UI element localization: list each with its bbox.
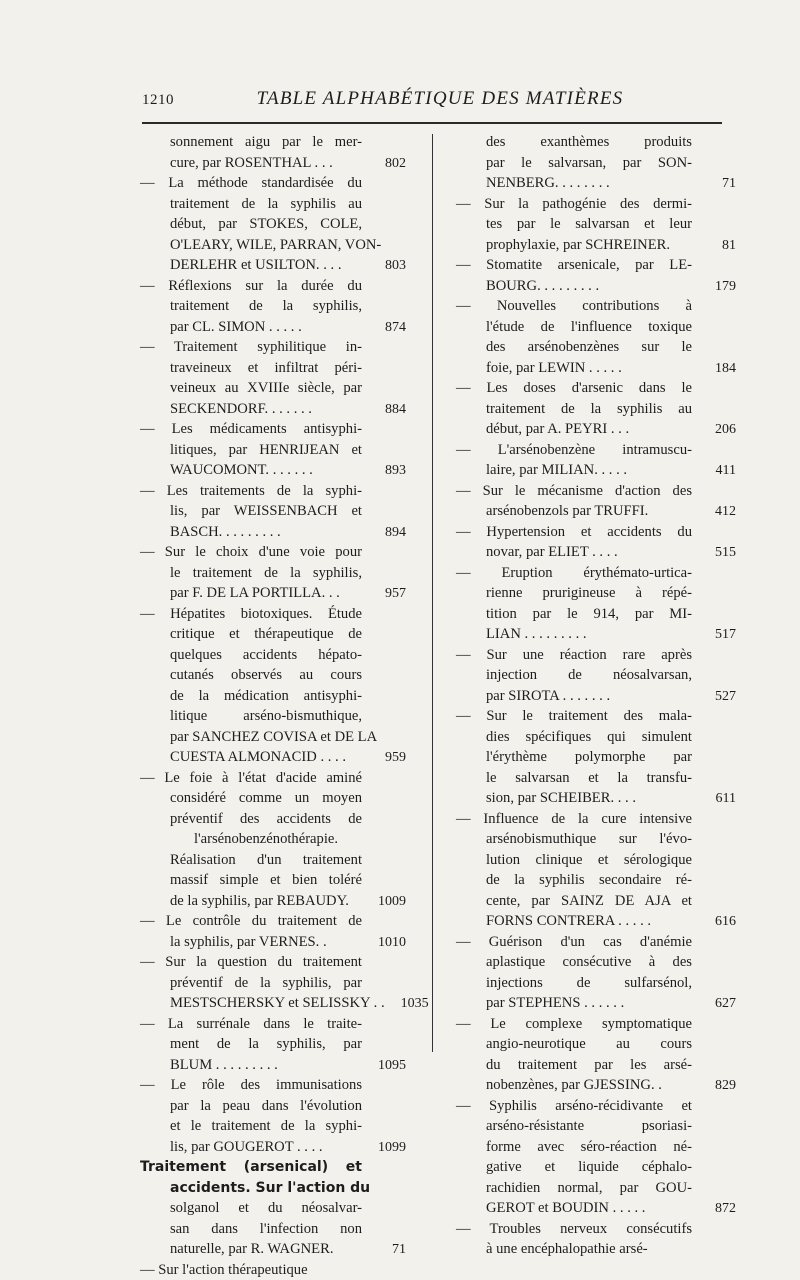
header-rule (142, 122, 722, 124)
page-reference: 1010 (362, 933, 406, 954)
index-entry-line (140, 522, 406, 543)
entry-text: — Guérison d'un cas d'anémie (456, 932, 692, 953)
entry-text: rienne prurigineuse à répé- (486, 583, 692, 604)
entry-text: injections de sulfarsénol, (486, 973, 692, 994)
index-entry-line (140, 440, 406, 461)
entry-text: ment de la syphilis, par (170, 1034, 362, 1055)
index-entry-line (456, 419, 736, 440)
index-entry-line (140, 624, 406, 645)
index-entry-line (140, 645, 406, 666)
entry-text: par CL. SIMON . . . . . (170, 317, 362, 338)
index-entry-line (140, 378, 406, 399)
page-reference: 611 (692, 789, 736, 810)
index-entry-line (140, 255, 406, 276)
page-reference: 527 (692, 687, 736, 708)
entry-text: — Les doses d'arsenic dans le (456, 378, 692, 399)
entry-text: cutanés observés au cours (170, 665, 362, 686)
page-reference: 412 (692, 502, 736, 523)
index-entry-line (456, 378, 736, 399)
index-entry-line (140, 1260, 406, 1280)
entry-text: lis, par WEISSENBACH et (170, 501, 362, 522)
entry-text: — L'arsénobenzène intramuscu- (456, 440, 692, 461)
entry-text: naturelle, par R. WAGNER. (170, 1239, 362, 1260)
entry-text: — Syphilis arséno-récidivante et (456, 1096, 692, 1117)
entry-text: — La méthode standardisée du (140, 173, 362, 194)
page-reference: 71 (362, 1240, 406, 1261)
page-reference: 515 (692, 543, 736, 564)
index-entry-line (456, 296, 736, 317)
index-entry-line (456, 809, 736, 830)
entry-text: — Le foie à l'état d'acide aminé (140, 768, 362, 789)
index-entry-line (456, 747, 736, 768)
index-entry-line (140, 706, 406, 727)
entry-text: — Sur le mécanisme d'action des (456, 481, 692, 502)
page-reference: 957 (362, 584, 406, 605)
entry-text: litique arséno-bismuthique, (170, 706, 362, 727)
entry-text: WAUCOMONT. . . . . . . (170, 460, 362, 481)
entry-text: dies spécifiques qui simulent (486, 727, 692, 748)
entry-text: des arsénobenzènes sur le (486, 337, 692, 358)
page-reference: 517 (692, 625, 736, 646)
entry-text: DERLEHR et USILTON. . . . (170, 255, 362, 276)
entry-text: du traitement par les arsé- (486, 1055, 692, 1076)
index-entry-line (140, 1137, 406, 1158)
index-entry-line (140, 1116, 406, 1137)
entry-text: le traitement de la syphilis, (170, 563, 362, 584)
page-reference: 1099 (362, 1138, 406, 1159)
index-entry-line (140, 1178, 406, 1199)
page-reference: 616 (692, 912, 736, 933)
index-entry-line (140, 952, 406, 973)
entry-text: l'arsénobenzénothérapie. (170, 829, 362, 850)
entry-text: angio-neurotique au cours (486, 1034, 692, 1055)
entry-text: gative et liquide céphalo- (486, 1157, 692, 1178)
index-entry-line (456, 132, 736, 153)
entry-text: BOURG. . . . . . . . . (486, 276, 692, 297)
entry-text: laire, par MILIAN. . . . . (486, 460, 692, 481)
index-entry-line (140, 276, 406, 297)
entry-text: tes par le salvarsan et leur (486, 214, 692, 235)
entry-text: NENBERG. . . . . . . . (486, 173, 692, 194)
index-entry-line (140, 173, 406, 194)
entry-text: lution clinique et sérologique (486, 850, 692, 871)
entry-text: à une encéphalopathie arsé- (486, 1239, 692, 1260)
entry-text: — Sur le traitement des mala- (456, 706, 692, 727)
entry-text: LIAN . . . . . . . . . (486, 624, 692, 645)
index-entry-line (140, 1239, 406, 1260)
index-entry-line (456, 665, 736, 686)
entry-text: des exanthèmes produits (486, 132, 692, 153)
index-entry-line (456, 973, 736, 994)
index-entry-line (140, 501, 406, 522)
index-entry-line (456, 1116, 736, 1137)
index-entry-line (456, 1137, 736, 1158)
entry-text: — Eruption érythémato-urtica- (456, 563, 692, 584)
index-entry-line (140, 747, 406, 768)
entry-text: par STEPHENS . . . . . . (486, 993, 692, 1014)
entry-text: le salvarsan et la transfu- (486, 768, 692, 789)
index-entry-line (140, 542, 406, 563)
page-reference: 872 (692, 1199, 736, 1220)
entry-text: — Les médicaments antisyphi- (140, 419, 362, 440)
entry-text: san dans l'infection non (170, 1219, 362, 1240)
index-entry-line (456, 399, 736, 420)
entry-text: — Influence de la cure intensive (456, 809, 692, 830)
entry-text: novar, par ELIET . . . . (486, 542, 692, 563)
index-entry-line (456, 993, 736, 1014)
index-entry-line (456, 1219, 736, 1240)
entry-text: — Troubles nerveux consécutifs (456, 1219, 692, 1240)
entry-text: critique et thérapeutique de (170, 624, 362, 645)
index-entry-line (456, 522, 736, 543)
index-entry-line (140, 460, 406, 481)
index-entry-line (456, 501, 736, 522)
index-entry-line (456, 891, 736, 912)
index-entry-line (140, 1198, 406, 1219)
index-entry-line (456, 440, 736, 461)
entry-text: par la peau dans l'évolution (170, 1096, 362, 1117)
page-reference: 1035 (385, 994, 429, 1015)
entry-text: — Le contrôle du traitement de (140, 911, 362, 932)
entry-text: FORNS CONTRERA . . . . . (486, 911, 692, 932)
index-entry-line (456, 255, 736, 276)
index-entry-line (456, 1034, 736, 1055)
index-entry-line (140, 296, 406, 317)
index-entry-line (456, 276, 736, 297)
entry-text: — Sur une réaction rare après (456, 645, 692, 666)
index-entry-line (140, 1219, 406, 1240)
index-entry-line (140, 153, 406, 174)
index-entry-line (456, 952, 736, 973)
index-entry-line (456, 788, 736, 809)
entry-text: début, par STOKES, COLE, (170, 214, 362, 235)
index-entry-line (456, 850, 736, 871)
entry-text: Traitement (arsenical) et (140, 1157, 362, 1178)
index-entry-line (456, 645, 736, 666)
index-entry-line (140, 870, 406, 891)
page-reference: 71 (692, 174, 736, 195)
entry-text: cente, par SAINZ DE AJA et (486, 891, 692, 912)
index-entry-line (140, 850, 406, 871)
index-entry-line (456, 932, 736, 953)
entry-text: — Le complexe symptomatique (456, 1014, 692, 1035)
index-entry-line (456, 358, 736, 379)
index-entry-line (140, 788, 406, 809)
index-entry-line (140, 337, 406, 358)
page-number: 1210 (142, 92, 174, 109)
page-reference: 884 (362, 400, 406, 421)
entry-text: par F. DE LA PORTILLA. . . (170, 583, 362, 604)
index-entry-line (456, 624, 736, 645)
index-entry-line (140, 1014, 406, 1035)
page-reference: 1095 (362, 1056, 406, 1077)
page-reference: 894 (362, 523, 406, 544)
entry-text: traitement de la syphilis au (486, 399, 692, 420)
right-column (456, 132, 736, 1062)
entry-text: de la syphilis, par REBAUDY. (170, 891, 362, 912)
index-entry-line (456, 1178, 736, 1199)
page-reference: 959 (362, 748, 406, 769)
index-entry-line (456, 686, 736, 707)
index-entry-line (140, 809, 406, 830)
index-entry-line (140, 481, 406, 502)
entry-text: cure, par ROSENTHAL . . . (170, 153, 362, 174)
entry-text: nobenzènes, par GJESSING. . (486, 1075, 692, 1096)
index-entry-line (456, 214, 736, 235)
index-entry-line (140, 829, 406, 850)
index-entry-line (456, 1096, 736, 1117)
index-entry-line (456, 583, 736, 604)
index-entry-line (456, 1014, 736, 1035)
entry-text: prophylaxie, par SCHREINER. (486, 235, 692, 256)
index-entry-line (456, 317, 736, 338)
index-entry-line (140, 194, 406, 215)
index-entry-line (456, 1157, 736, 1178)
index-entry-line (140, 358, 406, 379)
index-entry-line (456, 194, 736, 215)
index-entry-line (456, 604, 736, 625)
index-entry-line (456, 1239, 736, 1260)
index-entry-line (140, 932, 406, 953)
index-entry-line (456, 768, 736, 789)
page-reference: 206 (692, 420, 736, 441)
page-reference: 1009 (362, 892, 406, 913)
entry-text: tition par le 914, par MI- (486, 604, 692, 625)
index-entry-line (140, 583, 406, 604)
entry-text: MESTSCHERSKY et SELISSKY . . (170, 993, 385, 1014)
entry-text: rachidien normal, par GOU- (486, 1178, 692, 1199)
entry-text: aplastique consécutive à des (486, 952, 692, 973)
entry-text: Réalisation d'un traitement (170, 850, 362, 871)
index-entry-line (140, 235, 406, 256)
entry-text: — Traitement syphilitique in- (140, 337, 362, 358)
entry-text: CUESTA ALMONACID . . . . (170, 747, 362, 768)
entry-text: par le salvarsan, par SON- (486, 153, 692, 174)
index-entry-line (456, 1075, 736, 1096)
entry-text: par SIROTA . . . . . . . (486, 686, 692, 707)
index-entry-line (140, 973, 406, 994)
index-entry-line (456, 911, 736, 932)
page-reference: 802 (362, 154, 406, 175)
entry-text: traitement de la syphilis, (170, 296, 362, 317)
entry-text: litiques, par HENRIJEAN et (170, 440, 362, 461)
entry-text: BLUM . . . . . . . . . (170, 1055, 362, 1076)
index-entry-line (456, 563, 736, 584)
entry-text: — Réflexions sur la durée du (140, 276, 362, 297)
entry-text: — Sur la question du traitement (140, 952, 362, 973)
index-entry-line (140, 214, 406, 235)
entry-text: GEROT et BOUDIN . . . . . (486, 1198, 692, 1219)
page-reference: 179 (692, 277, 736, 298)
page-reference: 81 (692, 236, 736, 257)
entry-text: — Le rôle des immunisations (140, 1075, 362, 1096)
index-entry-line (456, 542, 736, 563)
entry-text: — Hépatites biotoxiques. Étude (140, 604, 362, 625)
entry-text: préventif des accidents de (170, 809, 362, 830)
index-entry-line (456, 235, 736, 256)
index-entry-line (140, 665, 406, 686)
entry-text: sonnement aigu par le mer- (170, 132, 362, 153)
index-entry-line (140, 132, 406, 153)
index-entry-line (140, 993, 406, 1014)
entry-text: injection de néosalvarsan, (486, 665, 692, 686)
running-title: TABLE ALPHABÉTIQUE DES MATIÈRES (0, 88, 800, 110)
index-entry-line (456, 173, 736, 194)
entry-text: BASCH. . . . . . . . . (170, 522, 362, 543)
index-entry-line (140, 1075, 406, 1096)
index-entry-line (140, 727, 406, 748)
page-reference: 893 (362, 461, 406, 482)
index-entry-line (140, 1055, 406, 1076)
entry-text: lis, par GOUGEROT . . . . (170, 1137, 362, 1158)
entry-text: préventif de la syphilis, par (170, 973, 362, 994)
entry-text: traitement de la syphilis au (170, 194, 362, 215)
page-reference: 184 (692, 359, 736, 380)
entry-text: forme avec séro-réaction né- (486, 1137, 692, 1158)
entry-text: O'LEARY, WILE, PARRAN, VON- (170, 235, 381, 256)
entry-text: massif simple et bien toléré (170, 870, 362, 891)
index-entry-line (456, 153, 736, 174)
entry-text: SECKENDORF. . . . . . . (170, 399, 362, 420)
entry-text: la syphilis, par VERNES. . (170, 932, 362, 953)
page-reference: 411 (692, 461, 736, 482)
entry-text: accidents. Sur l'action du (170, 1178, 370, 1199)
left-column (140, 132, 406, 1062)
entry-text: arsénobismuthique sur l'évo- (486, 829, 692, 850)
page-reference: 874 (362, 318, 406, 339)
page-reference: 627 (692, 994, 736, 1015)
index-entry-line (140, 317, 406, 338)
index-entry-line (140, 1034, 406, 1055)
index-entry-line (140, 891, 406, 912)
index-entry-line (140, 911, 406, 932)
index-entry-line (140, 1096, 406, 1117)
index-entry-line (456, 481, 736, 502)
entry-text: — La surrénale dans le traite- (140, 1014, 362, 1035)
entry-text: et le traitement de la syphi- (170, 1116, 362, 1137)
entry-text: considéré comme un moyen (170, 788, 362, 809)
entry-text: sion, par SCHEIBER. . . . (486, 788, 692, 809)
entry-text: traveineux et infiltrat péri- (170, 358, 362, 379)
entry-text: veineux au XVIIIe siècle, par (170, 378, 362, 399)
entry-text: — Nouvelles contributions à (456, 296, 692, 317)
entry-text: l'érythème polymorphe par (486, 747, 692, 768)
entry-text: début, par A. PEYRI . . . (486, 419, 692, 440)
index-entry-line (140, 686, 406, 707)
entry-text: par SANCHEZ COVISA et DE LA (170, 727, 377, 748)
index-entry-line (456, 727, 736, 748)
entry-text: — Sur le choix d'une voie pour (140, 542, 362, 563)
index-entry-line (456, 706, 736, 727)
index-entry-line (140, 604, 406, 625)
entry-text: — Sur l'action thérapeutique (140, 1260, 362, 1280)
entry-text: — Stomatite arsenicale, par LE- (456, 255, 692, 276)
index-entry-line (140, 1157, 406, 1178)
index-entry-line (140, 768, 406, 789)
index-entry-line (456, 337, 736, 358)
entry-text: arséno-résistante psoriasi- (486, 1116, 692, 1137)
index-entry-line (456, 829, 736, 850)
entry-text: foie, par LEWIN . . . . . (486, 358, 692, 379)
index-entry-line (456, 460, 736, 481)
entry-text: de la médication antisyphi- (170, 686, 362, 707)
index-entry-line (140, 563, 406, 584)
entry-text: — Les traitements de la syphi- (140, 481, 362, 502)
entry-text: l'étude de l'influence toxique (486, 317, 692, 338)
index-entry-line (456, 1055, 736, 1076)
index-entry-line (456, 870, 736, 891)
column-divider (432, 134, 433, 1052)
entry-text: — Hypertension et accidents du (456, 522, 692, 543)
index-entry-line (140, 399, 406, 420)
index-entry-line (140, 419, 406, 440)
page-reference: 803 (362, 256, 406, 277)
index-entry-line (456, 1198, 736, 1219)
entry-text: de la syphilis secondaire ré- (486, 870, 692, 891)
entry-text: arsénobenzols par TRUFFI. (486, 501, 692, 522)
page-reference: 829 (692, 1076, 736, 1097)
entry-text: — Sur la pathogénie des dermi- (456, 194, 692, 215)
entry-text: solganol et du néosalvar- (170, 1198, 362, 1219)
entry-text: quelques accidents hépato- (170, 645, 362, 666)
